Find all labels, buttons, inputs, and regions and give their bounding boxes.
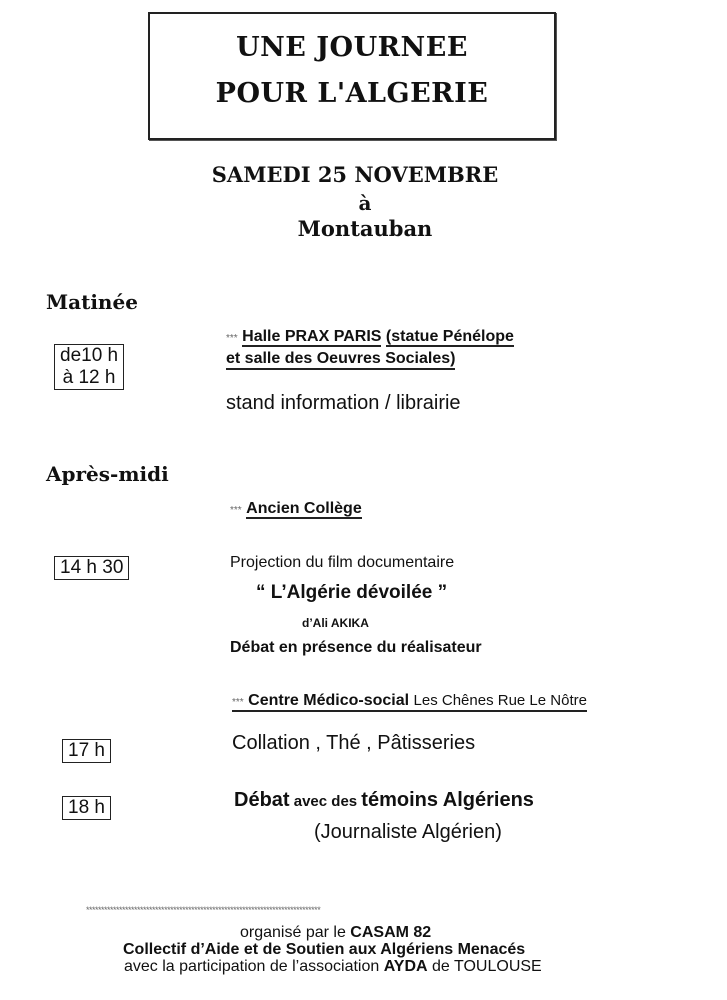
title-line-1: UNE JOURNEE — [236, 32, 468, 63]
participation-text: avec la participation de l’association — [124, 958, 384, 975]
partner-city: TOULOUSE — [453, 958, 542, 975]
participation — [124, 958, 542, 976]
event-city: Montauban — [297, 216, 433, 241]
organised-by-text: organisé par le — [240, 924, 351, 941]
debate-word: Débat — [234, 789, 290, 811]
morning-time-end: à 12 h — [62, 367, 116, 388]
stars-bullet: *** — [226, 333, 238, 344]
partner-de: de — [427, 958, 454, 975]
partner-name: AYDA — [383, 958, 428, 975]
film-author: d’Ali AKIKA — [302, 616, 369, 630]
event-date: SAMEDI 25 NOVEMBRE — [211, 162, 499, 187]
debate-line — [234, 789, 534, 812]
morning-time — [54, 344, 124, 390]
morning-activity: stand information / librairie — [226, 392, 461, 414]
stars-bullet: *** — [230, 505, 242, 516]
morning-venue-line2: et salle des Oeuvres Sociales) — [226, 350, 455, 370]
time-1430: 14 h 30 — [54, 556, 129, 580]
venue-address: Les Chênes Rue Le Nôtre — [413, 692, 587, 709]
debate-witnesses: témoins Algériens — [361, 789, 534, 811]
film-debate: Débat en présence du réalisateur — [230, 639, 482, 656]
title-line-2: POUR L'ALGERIE — [215, 78, 489, 109]
org-full: Collectif d’Aide et de Soutien aux Algériens Menacés — [123, 941, 526, 958]
venue-name: Ancien Collège — [246, 500, 362, 517]
morning-venue — [226, 328, 514, 346]
afternoon-venue-2 — [232, 692, 587, 712]
morning-heading: Matinée — [46, 290, 138, 314]
separator: ****************************************************************************** — [86, 905, 321, 915]
film-intro: Projection du film documentaire — [230, 554, 455, 571]
afternoon-venue-1 — [230, 500, 362, 518]
org-short: CASAM 82 — [350, 924, 432, 941]
film-title: “ L’Algérie dévoilée ” — [256, 582, 448, 603]
morning-time-start: de10 h — [60, 345, 119, 366]
stars-bullet: *** — [232, 697, 244, 708]
debate-sub: (Journaliste Algérien) — [314, 821, 502, 843]
venue-name: Halle PRAX PARIS — [242, 328, 382, 345]
venue-name: Centre Médico-social — [248, 692, 410, 709]
time-17h: 17 h — [62, 739, 111, 763]
venue-detail: (statue Pénélope — [385, 328, 514, 345]
debate-connector: avec des — [289, 793, 362, 810]
title-box — [148, 12, 556, 140]
time-18h: 18 h — [62, 796, 111, 820]
snack-text: Collation , Thé , Pâtisseries — [232, 732, 476, 754]
organised-by — [240, 924, 431, 942]
event-at: à — [358, 191, 372, 215]
afternoon-heading: Après-midi — [46, 462, 169, 486]
